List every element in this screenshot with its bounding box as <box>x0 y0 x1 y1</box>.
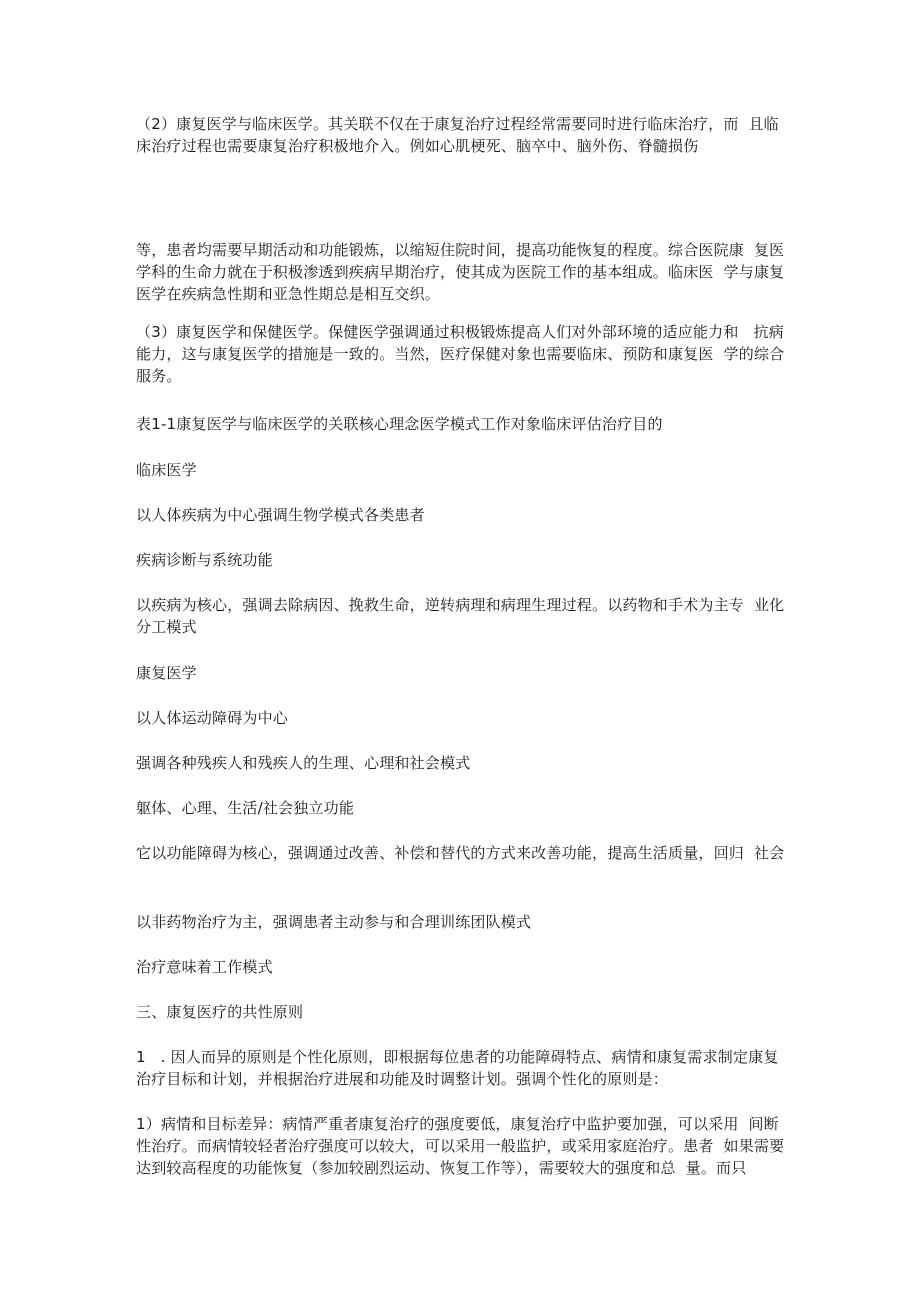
paragraph-rehab-and-clinical: （2）康复医学与临床医学。其关联不仅在于康复治疗过程经常需要同时进行临床治疗，而 且临床治疗过程也需要康复治疗积极地介入。例如心肌梗死、脑卒中、脑外伤、脊髓损伤 <box>136 115 779 155</box>
paragraph-early-activity: 等，患者均需要早期活动和功能锻炼，以缩短住院时间，提高功能恢复的程度。综合医院康 复医学科的生命力就在于积极渗透到疾病早期治疗，使其成为医院工作的基本组成。临床医 学与康复医学在疾病急性期和亚急性期总是相互交织。 <box>136 241 785 303</box>
table-cell-clinical-medicine: 临床医学 <box>136 461 197 479</box>
table-cell-rehab-assessment: 躯体、心理、生活/社会独立功能 <box>136 799 355 817</box>
table-cell-rehab-medicine: 康复医学 <box>136 664 197 682</box>
table-cell-rehab-treatment: 以非药物治疗为主，强调患者主动参与和合理训练团队模式 <box>136 913 532 931</box>
table-caption: 表1-1康复医学与临床医学的关联核心理念医学模式工作对象临床评估治疗目的 <box>136 415 663 433</box>
paragraph-condition-and-goal: 1）病情和目标差异：病情严重者康复治疗的强度要低，康复治疗中监护要加强，可以采用 间断性治疗。而病情较轻者治疗强度可以较大，可以采用一般监护，或采用家庭治疗。患者 如果需要达到较高程度的功能恢复（参加较剧烈运动、恢复工作等），需要较大的强度和总 量。而只 <box>136 1115 785 1177</box>
table-cell-treatment-mode: 治疗意味着工作模式 <box>136 958 273 976</box>
table-cell-clinical-treatment: 以疾病为核心，强调去除病因、挽救生命，逆转病理和病理生理过程。以药物和手术为主专 业化分工模式 <box>136 596 785 636</box>
table-cell-rehab-goal: 它以功能障碍为核心，强调通过改善、补偿和替代的方式来改善功能，提高生活质量，回归 社会 <box>136 844 785 862</box>
section-heading-common-principles: 三、康复医疗的共性原则 <box>136 1003 304 1021</box>
table-cell-rehab-model: 强调各种残疾人和残疾人的生理、心理和社会模式 <box>136 754 471 772</box>
paragraph-individualized-principle: 1 . 因人而异的原则是个性化原则，即根据每位患者的功能障碍特点、病情和康复需求制定康复治疗目标和计划，并根据治疗进展和功能及时调整计划。强调个性化的原则是： <box>136 1048 779 1088</box>
table-cell-clinical-assessment: 疾病诊断与系统功能 <box>136 551 273 569</box>
paragraph-rehab-and-health-care: （3）康复医学和保健医学。保健医学强调通过积极锻炼提高人们对外部环境的适应能力和 抗病能力，这与康复医学的措施是一致的。当然，医疗保健对象也需要临床、预防和康复医 学的综合服务。 <box>136 323 785 385</box>
table-cell-rehab-concept: 以人体运动障碍为中心 <box>136 709 289 727</box>
table-cell-clinical-concept: 以人体疾病为中心强调生物学模式各类患者 <box>136 506 425 524</box>
